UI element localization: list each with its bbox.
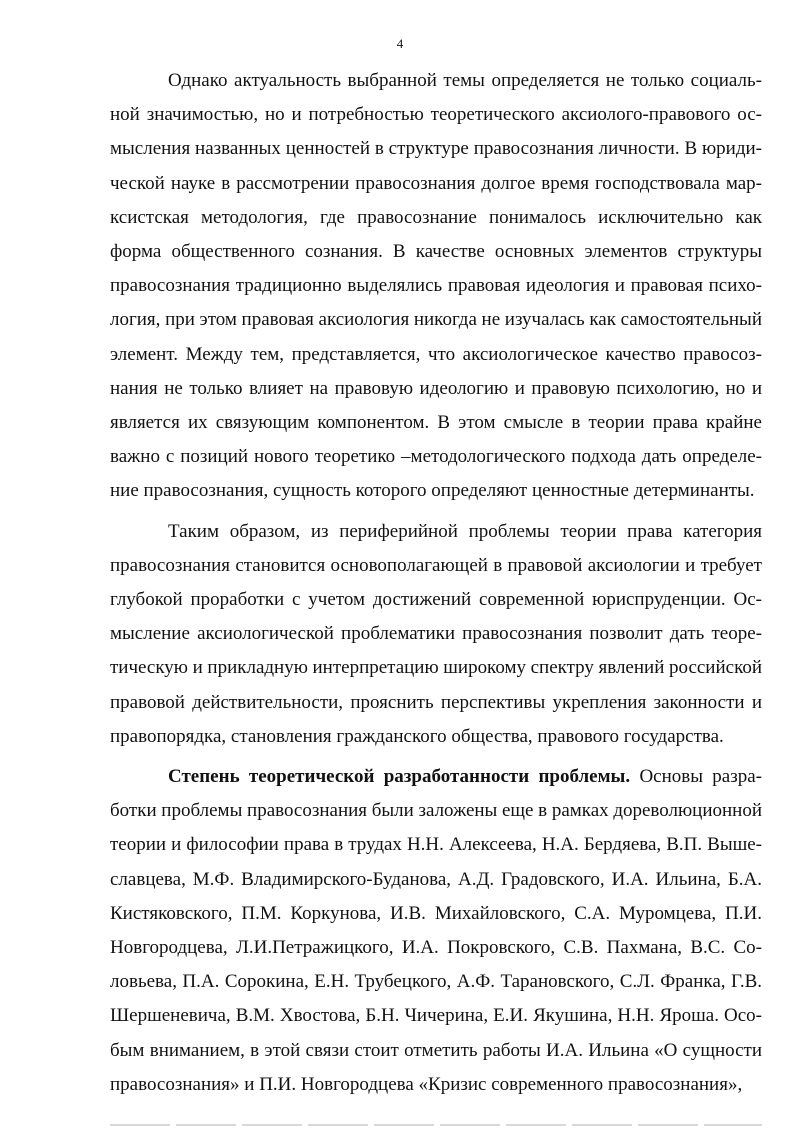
paragraph-line: мысления названных ценностей в структуре правосознания личности. В юриди- <box>110 138 762 160</box>
paragraph-line: ние правосознания, сущность которого определяют ценностные детерминанты. <box>110 480 755 502</box>
paragraph-line: славцева, М.Ф. Владимирского-Буданова, А.Д. Градовского, И.А. Ильина, Б.А. <box>110 868 762 890</box>
paragraph-conclusion <box>110 515 762 754</box>
paragraph-line: Шершеневича, В.М. Хвостова, Б.Н. Чичерина, Е.И. Якушина, Н.Н. Яроша. Осо- <box>110 1005 762 1027</box>
paragraph-degree-of-development <box>110 760 762 1102</box>
paragraph-line: ловьева, П.А. Сорокина, Е.Н. Трубецкого, А.Ф. Тарановского, С.Л. Франка, Г.В. <box>110 971 762 993</box>
paragraph-line: тическую и прикладную интерпретацию широкому спектру явлений российской <box>110 657 762 679</box>
paragraph-line: Новгородцева, Л.И.Петражицкого, И.А. Покровского, С.В. Пахмана, В.С. Со- <box>110 937 762 959</box>
section-heading: Степень теоретической разработанности проблемы. <box>168 766 631 788</box>
paragraph-line: ной значимостью, но и потребностью теоретического аксиолого-правового ос- <box>110 104 762 126</box>
document-body <box>110 64 762 1102</box>
paragraph-line: логия, при этом правовая аксиология никогда не изучалась как самостоятельный <box>110 309 762 331</box>
paragraph-line: правопорядка, становления гражданского общества, правового государства. <box>110 725 724 747</box>
paragraph-line: Однако актуальность выбранной темы определяется не только социаль- <box>168 70 762 91</box>
paragraph-relevance <box>110 64 762 509</box>
scan-edge-artifact <box>110 1124 762 1126</box>
paragraph-line: элемент. Между тем, представляется, что аксиологическое качество правосоз- <box>110 343 762 365</box>
paragraph-line: ческой науке в рассмотрении правосознания долгое время господствовала мар- <box>110 172 762 194</box>
paragraph-line: правосознания традиционно выделялись правовая идеология и правовая психо- <box>110 275 762 297</box>
paragraph-line: ксистская методология, где правосознание понималось исключительно как <box>110 206 762 228</box>
paragraph-line: Таким образом, из периферийной проблемы теории права категория <box>168 520 762 542</box>
paragraph-line: важно с позиций нового теоретико –методологического подхода дать определе- <box>110 446 762 468</box>
paragraph-line: форма общественного сознания. В качестве основных элементов структуры <box>110 241 762 263</box>
paragraph-line: правовой действительности, прояснить перспективы укрепления законности и <box>110 691 762 713</box>
paragraph-line: является их связующим компонентом. В этом смысле в теории права крайне <box>110 412 762 434</box>
paragraph-line: бым вниманием, в этой связи стоит отметить работы И.А. Ильина «О сущности <box>110 1039 762 1061</box>
paragraph-line: правосознания становится основополагающей в правовой аксиологии и требует <box>110 554 762 576</box>
paragraph-line: ботки проблемы правосознания были заложены еще в рамках дореволюционной <box>110 800 762 822</box>
paragraph-line: Кистяковского, П.М. Коркунова, И.В. Михайловского, С.А. Муромцева, П.И. <box>110 902 762 924</box>
paragraph-line-text: Основы разра- <box>630 766 763 788</box>
paragraph-line: глубокой проработки с учетом достижений современной юриспруденции. Ос- <box>110 589 762 611</box>
paragraph-line: теории и философии права в трудах Н.Н. Алексеева, Н.А. Бердяева, В.П. Выше- <box>110 834 762 856</box>
paragraph-line: мысление аксиологической проблематики правосознания позволит дать теоре- <box>110 623 762 645</box>
paragraph-line: правосознания» и П.И. Новгородцева «Кризис современного правосознания», <box>110 1073 743 1095</box>
page-number: 4 <box>396 36 404 51</box>
paragraph-line: нания не только влияет на правовую идеологию и правовую психологию, но и <box>110 377 762 399</box>
paragraph-line <box>110 760 762 794</box>
